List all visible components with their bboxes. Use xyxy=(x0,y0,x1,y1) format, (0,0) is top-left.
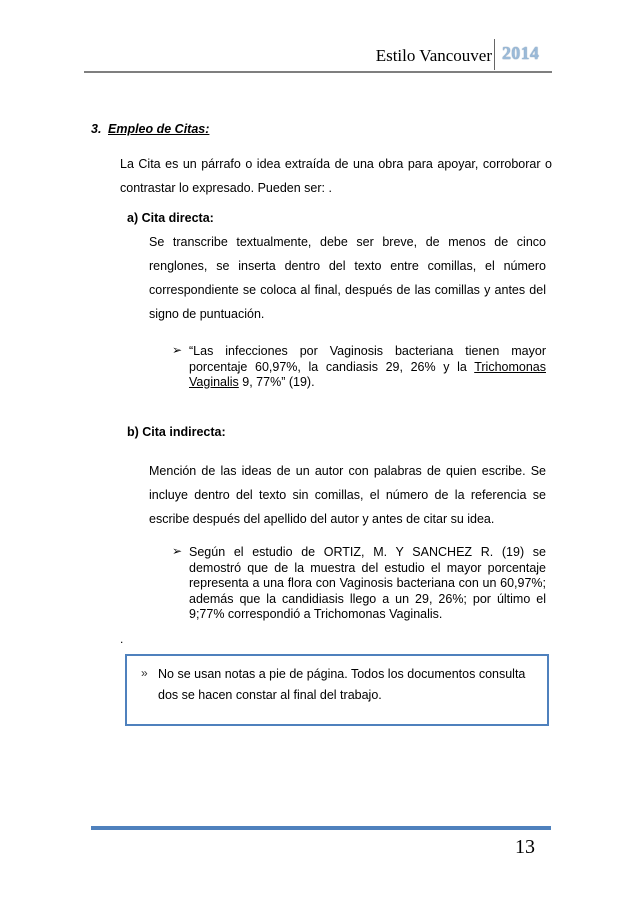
cita-indirecta-example: Según el estudio de ORTIZ, M. Y SANCHEZ R. (19) se demostró que de la muestra del estudio el mayor porcentaje representa a una flora con Vaginosis bacteriana con un 60,97%; además que la candidiasis llego a un 29, 26%; por último el 9;77% correspondió a Trichomonas Vaginalis. xyxy=(189,545,546,621)
arrow-bullet-icon: ➢ xyxy=(172,544,183,558)
arrow-bullet-icon: ➢ xyxy=(172,343,183,357)
example-text-end: 9, 77%” (19). xyxy=(238,375,315,389)
section-number: 3. xyxy=(91,122,102,136)
header-year: 2014 xyxy=(502,43,540,63)
cita-directa-body: Se transcribe textualmente, debe ser breve, de menos de cinco renglones, se inserta dentro del texto entre comillas, el número correspondiente se coloca al final, después de las comillas y antes del signo de puntuación. xyxy=(149,235,546,321)
header-title: Estilo Vancouver xyxy=(375,46,492,65)
example-underlined-term: Trichomonas Vaginalis xyxy=(189,359,546,389)
section-title: Empleo de Citas: xyxy=(108,122,210,136)
section-heading xyxy=(91,122,209,136)
example-text-start: “Las infecciones por Vaginosis bacteriana tienen mayor porcentaje 60,97%, la candiasis 29, 26% y la xyxy=(189,344,546,374)
footer-rule xyxy=(91,826,551,830)
note-text: No se usan notas a pie de página. Todos los documentos consulta dos se hacen constar al final del trabajo. xyxy=(158,667,526,702)
cita-indirecta-label: b) Cita indirecta: xyxy=(127,425,226,439)
cita-directa-label: a) Cita directa: xyxy=(127,211,214,225)
header-divider xyxy=(494,39,495,70)
intro-paragraph: La Cita es un párrafo o idea extraída de una obra para apoyar, corroborar o contrastar lo expresado. Pueden ser: . xyxy=(120,157,552,195)
cita-indirecta-body: Mención de las ideas de un autor con palabras de quien escribe. Se incluye dentro del texto sin comillas, el número de la referencia se escribe después del apellido del autor y antes de citar su idea. xyxy=(149,464,546,526)
stray-dot: . xyxy=(120,632,124,646)
note-marker-icon: » xyxy=(141,666,148,680)
note-box xyxy=(125,654,549,726)
header-rule xyxy=(84,71,552,73)
cita-directa-example xyxy=(189,344,546,391)
page-number: 13 xyxy=(515,836,535,858)
